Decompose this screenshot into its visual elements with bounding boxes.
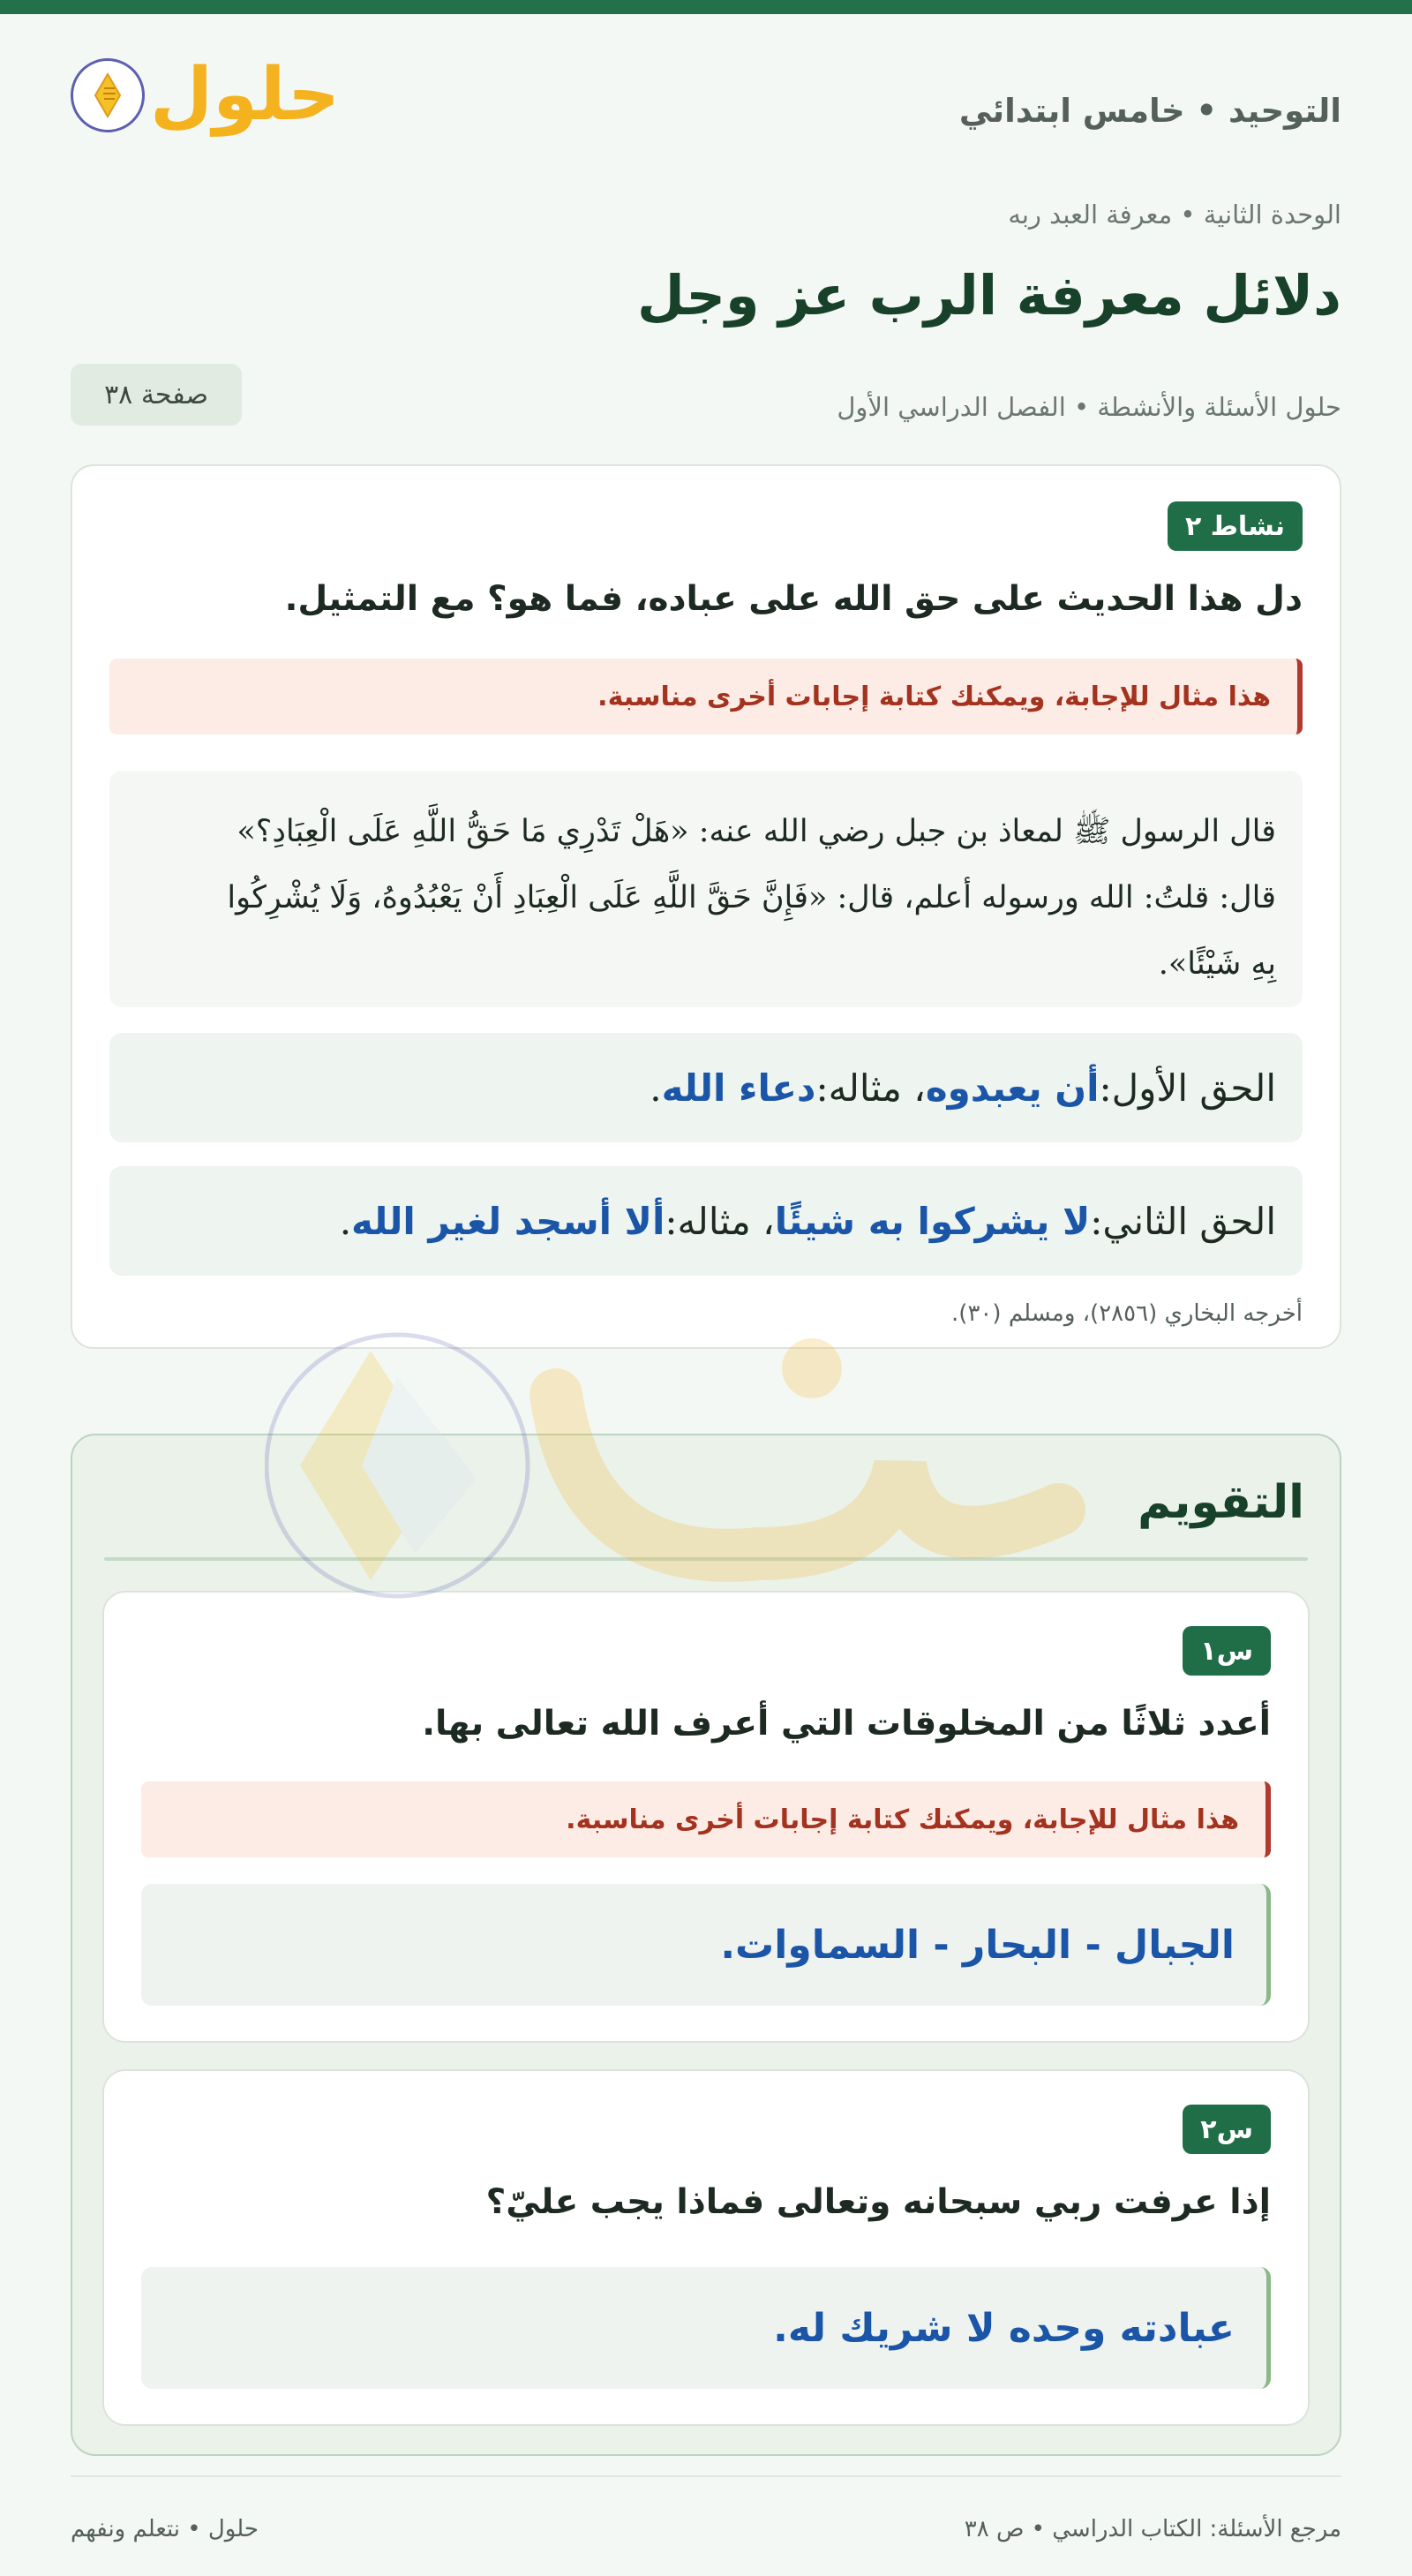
logo-wordmark: حلول — [150, 53, 341, 137]
answer-note: هذا مثال للإجابة، ويمكنك كتابة إجابات أخرى مناسبة. — [109, 659, 1303, 734]
activity-question: دل هذا الحديث على حق الله على عباده، فما هو؟ مع التمثيل. — [284, 579, 1303, 619]
first-right-separator: ، مثاله: — [815, 1066, 926, 1110]
activity-card — [71, 464, 1341, 1349]
subject-grade: التوحيد • خامس ابتدائي — [958, 92, 1341, 130]
question-tag: س٢ — [1183, 2105, 1271, 2154]
footer-brand: حلول • نتعلم ونفهم — [71, 2516, 259, 2542]
page — [71, 14, 1341, 2542]
first-right-example: دعاء الله — [661, 1066, 816, 1110]
first-right-answer: أن يعبدوه — [925, 1066, 1100, 1110]
evaluation-title: التقويم — [1138, 1476, 1304, 1529]
logo[interactable] — [71, 53, 341, 137]
first-right-row — [109, 1033, 1303, 1142]
second-right-answer: لا يشركوا به شيئًا — [774, 1199, 1091, 1243]
answer-note: هذا مثال للإجابة، ويمكنك كتابة إجابات أخرى مناسبة. — [141, 1781, 1271, 1857]
question-text: أعدد ثلاثًا من المخلوقات التي أعرف الله تعالى بها. — [422, 1704, 1271, 1744]
second-right-example: ألا أسجد لغير الله — [351, 1199, 665, 1243]
answer-box: الجبال - البحار - السماوات. — [141, 1884, 1271, 2006]
book-icon — [71, 58, 145, 132]
header — [71, 14, 1341, 208]
lesson-meta: حلول الأسئلة والأنشطة • الفصل الدراسي الأول — [837, 392, 1341, 422]
second-right-end: . — [339, 1199, 352, 1243]
activity-tag: نشاط ٢ — [1168, 501, 1303, 551]
hadith-line: قال الرسول ﷺ لمعاذ بن جبل رضي الله عنه: «هَلْ تَدْرِي مَا حَقُّ اللَّهِ عَلَى الْعِبَادِ؟» — [237, 814, 1276, 849]
question-card-1 — [102, 1591, 1310, 2043]
page-title: دلائل معرفة الرب عز وجل — [637, 263, 1341, 328]
evaluation-section — [71, 1434, 1341, 2456]
footer-divider — [71, 2475, 1341, 2477]
second-right-separator: ، مثاله: — [665, 1199, 775, 1243]
hadith-source: أخرجه البخاري (٢٨٥٦)، ومسلم (٣٠). — [951, 1300, 1303, 1327]
hadith-box — [109, 771, 1303, 1007]
evaluation-divider — [104, 1557, 1308, 1561]
hadith-line: بِهِ شَيْئًا». — [1158, 946, 1276, 982]
footer-reference: مرجع الأسئلة: الكتاب الدراسي • ص ٣٨ — [964, 2516, 1341, 2542]
answer-box: عبادته وحده لا شريك له. — [141, 2267, 1271, 2389]
first-right-label: الحق الأول: — [1099, 1066, 1276, 1110]
question-card-2 — [102, 2069, 1310, 2426]
second-right-label: الحق الثاني: — [1090, 1199, 1276, 1243]
second-right-row — [109, 1166, 1303, 1276]
question-text: إذا عرفت ربي سبحانه وتعالى فماذا يجب عليّ؟ — [485, 2182, 1271, 2222]
question-tag: س١ — [1183, 1626, 1271, 1676]
hadith-line: قال: قلتُ: الله ورسوله أعلم، قال: «فَإِنَّ حَقَّ اللَّهِ عَلَى الْعِبَادِ أَنْ يَعْبُدُوهُ، وَلَا يُشْرِكُوا — [227, 880, 1276, 915]
first-right-end: . — [650, 1066, 662, 1110]
page-number-badge: صفحة ٣٨ — [71, 364, 242, 426]
unit-breadcrumb: الوحدة الثانية • معرفة العبد ربه — [1008, 200, 1341, 230]
top-accent-bar — [0, 0, 1412, 14]
